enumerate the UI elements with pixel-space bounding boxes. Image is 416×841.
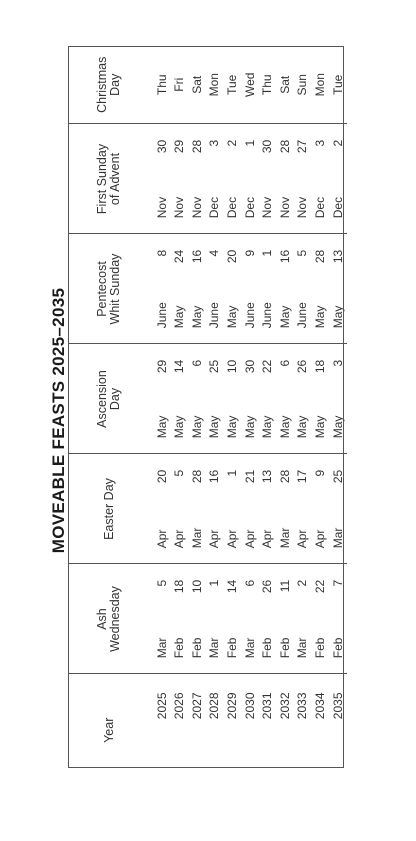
header-first-sunday-advent	[68, 124, 150, 234]
easter-cell	[206, 454, 224, 564]
christmas-weekday-cell: Sat	[189, 75, 204, 94]
header-ascension-line-1: Ascension	[95, 370, 109, 428]
pentecost-month: May	[330, 305, 345, 329]
pentecost-day: 20	[225, 249, 240, 264]
christmas-weekday-cell: Fri	[172, 77, 187, 92]
ash-cell	[206, 564, 224, 674]
ascension-cell	[312, 344, 330, 454]
easter-month: Apr	[172, 529, 187, 549]
year-cell: 2027	[189, 674, 207, 768]
christmas-weekday-cell: Sat	[277, 75, 292, 94]
header-pentecost-line-1: Pentecost	[95, 261, 109, 317]
christmas-weekday-cell: Thu	[260, 74, 275, 96]
easter-month: Apr	[313, 529, 328, 549]
pentecost-cell	[224, 234, 242, 344]
ascension-month: May	[313, 415, 328, 439]
table-body	[150, 46, 347, 768]
christmas-weekday-cell: Mon	[313, 73, 328, 97]
ash-month: Mar	[155, 637, 169, 659]
pentecost-month: May	[189, 305, 204, 329]
pentecost-cell	[329, 234, 347, 344]
ascension-cell	[206, 344, 224, 454]
table-row	[189, 46, 207, 768]
moveable-feasts-table	[68, 46, 347, 768]
year-cell: 2026	[171, 674, 189, 768]
pentecost-month: May	[225, 305, 240, 329]
pentecost-day: 13	[330, 249, 345, 264]
ascension-day: 18	[313, 359, 328, 374]
ascension-cell	[150, 344, 171, 454]
advent-month: Dec	[242, 196, 257, 219]
table-row	[329, 46, 347, 768]
ash-day: 11	[277, 579, 292, 593]
header-ascension-day	[68, 344, 150, 454]
easter-day: 5	[172, 469, 187, 477]
ascension-month: May	[260, 415, 275, 439]
christmas-weekday-cell: Tue	[225, 74, 240, 95]
advent-month: Nov	[295, 196, 310, 219]
ascension-month: May	[277, 415, 292, 439]
ash-month: Feb	[330, 637, 345, 659]
advent-cell	[171, 124, 189, 234]
advent-day: 28	[277, 139, 292, 154]
easter-cell	[241, 454, 259, 564]
ash-day: 7	[330, 579, 345, 587]
header-easter-day	[68, 454, 150, 564]
advent-day: 2	[330, 139, 345, 147]
ascension-cell	[189, 344, 207, 454]
ascension-cell	[171, 344, 189, 454]
easter-day: 13	[260, 469, 275, 484]
advent-day: 29	[172, 139, 187, 154]
easter-day: 16	[207, 469, 222, 484]
ascension-month: May	[295, 415, 310, 439]
pentecost-month: June	[207, 302, 222, 329]
easter-day: 25	[330, 469, 345, 484]
year-cell: 2033	[294, 674, 312, 768]
christmas-weekday-cell: Wed	[242, 72, 257, 97]
easter-month: Mar	[189, 527, 204, 549]
easter-day: 20	[155, 469, 169, 484]
pentecost-day: 28	[313, 249, 328, 264]
ash-day: 2	[295, 579, 310, 587]
header-pentecost-line-2: Whit Sunday	[108, 253, 122, 325]
advent-month: Nov	[189, 196, 204, 219]
ascension-month: May	[207, 415, 222, 439]
ash-month: Feb	[189, 637, 204, 659]
advent-cell	[277, 124, 295, 234]
advent-cell	[206, 124, 224, 234]
table-row	[150, 46, 171, 768]
year-cell: 2032	[277, 674, 295, 768]
christmas-weekday-cell: Mon	[207, 73, 222, 97]
ascension-month: May	[225, 415, 240, 439]
advent-cell	[224, 124, 242, 234]
year-cell: 2035	[329, 674, 347, 768]
pentecost-day: 1	[260, 249, 275, 257]
advent-month: Nov	[260, 196, 275, 219]
advent-month: Dec	[207, 196, 222, 219]
ascension-day: 22	[260, 359, 275, 374]
header-easter-line: Easter Day	[101, 478, 116, 540]
ascension-day: 10	[225, 359, 240, 374]
advent-day: 27	[295, 139, 310, 154]
table-row	[206, 46, 224, 768]
ascension-day: 6	[277, 359, 292, 367]
ash-cell	[277, 564, 295, 674]
year-cell: 2028	[206, 674, 224, 768]
header-advent-line-2: of Advent	[108, 152, 122, 206]
easter-day: 9	[313, 469, 328, 477]
advent-month: Dec	[330, 196, 345, 219]
pentecost-month: June	[295, 302, 310, 329]
pentecost-month: May	[313, 305, 328, 329]
ash-cell	[189, 564, 207, 674]
ascension-cell	[277, 344, 295, 454]
ash-day: 18	[172, 579, 187, 594]
easter-cell	[329, 454, 347, 564]
pentecost-month: May	[277, 305, 292, 329]
advent-day: 30	[155, 139, 169, 154]
advent-day: 28	[189, 139, 204, 154]
advent-cell	[294, 124, 312, 234]
christmas-weekday-cell: Tue	[330, 74, 345, 95]
ash-cell	[241, 564, 259, 674]
easter-cell	[312, 454, 330, 564]
advent-cell	[150, 124, 171, 234]
year-cell: 2029	[224, 674, 242, 768]
pentecost-day: 24	[172, 249, 187, 264]
ascension-cell	[294, 344, 312, 454]
header-pentecost	[68, 234, 150, 344]
ascension-month: May	[155, 415, 169, 439]
pentecost-cell	[259, 234, 277, 344]
ash-day: 1	[207, 579, 222, 587]
header-christmas-day	[68, 46, 150, 124]
ascension-cell	[241, 344, 259, 454]
advent-month: Nov	[172, 196, 187, 219]
pentecost-cell	[312, 234, 330, 344]
advent-cell	[189, 124, 207, 234]
ash-month: Mar	[295, 637, 310, 659]
table-row	[294, 46, 312, 768]
easter-month: Apr	[242, 529, 257, 549]
year-cell: 2031	[259, 674, 277, 768]
advent-month: Dec	[225, 196, 240, 219]
ash-cell	[294, 564, 312, 674]
ash-day: 14	[225, 579, 240, 594]
pentecost-cell	[171, 234, 189, 344]
ash-month: Feb	[313, 637, 328, 659]
year-cell: 2030	[241, 674, 259, 768]
advent-cell	[312, 124, 330, 234]
header-ash-line-2: Wednesday	[108, 586, 122, 652]
ash-day: 6	[242, 579, 257, 587]
advent-month: Nov	[277, 196, 292, 219]
easter-month: Apr	[155, 529, 169, 549]
ash-cell	[224, 564, 242, 674]
pentecost-day: 16	[189, 249, 204, 264]
header-year	[68, 674, 150, 768]
ascension-day: 25	[207, 359, 222, 374]
ash-day: 10	[189, 579, 204, 594]
pentecost-month: May	[172, 305, 187, 329]
easter-day: 28	[277, 469, 292, 484]
advent-day: 1	[242, 139, 257, 147]
ash-month: Mar	[207, 637, 222, 659]
ash-month: Feb	[225, 637, 240, 659]
easter-cell	[171, 454, 189, 564]
table-row	[224, 46, 242, 768]
advent-day: 2	[225, 139, 240, 147]
advent-day: 30	[260, 139, 275, 154]
advent-month: Nov	[155, 196, 169, 219]
header-ascension-line-2: Day	[108, 387, 122, 411]
ash-month: Feb	[277, 637, 292, 659]
easter-cell	[150, 454, 171, 564]
pentecost-cell	[206, 234, 224, 344]
pentecost-day: 16	[277, 249, 292, 264]
header-advent-line-1: First Sunday	[95, 143, 109, 215]
table-row	[259, 46, 277, 768]
ascension-day: 30	[242, 359, 257, 374]
advent-day: 3	[313, 139, 328, 147]
easter-day: 28	[189, 469, 204, 484]
year-cell: 2025	[150, 674, 171, 768]
easter-month: Apr	[225, 529, 240, 549]
table-row	[171, 46, 189, 768]
ash-month: Feb	[172, 637, 187, 659]
pentecost-cell	[189, 234, 207, 344]
pentecost-month: June	[155, 302, 169, 329]
ascension-month: May	[330, 415, 345, 439]
ascension-cell	[259, 344, 277, 454]
easter-day: 17	[295, 469, 310, 484]
ash-cell	[259, 564, 277, 674]
pentecost-month: June	[242, 302, 257, 329]
ash-cell	[312, 564, 330, 674]
easter-cell	[189, 454, 207, 564]
advent-month: Dec	[313, 196, 328, 219]
ascension-day: 29	[155, 359, 169, 374]
christmas-weekday-cell: Thu	[155, 74, 169, 96]
advent-cell	[241, 124, 259, 234]
ascension-cell	[329, 344, 347, 454]
header-year-line: Year	[101, 717, 116, 743]
page-title: MOVEABLE FEASTS 2025–2035	[49, 287, 68, 554]
advent-cell	[259, 124, 277, 234]
table-row	[312, 46, 330, 768]
easter-month: Apr	[260, 529, 275, 549]
ash-cell	[329, 564, 347, 674]
ascension-month: May	[242, 415, 257, 439]
header-christmas-line-2: Day	[108, 73, 122, 96]
ash-day: 26	[260, 579, 275, 594]
easter-cell	[259, 454, 277, 564]
header-ash-wednesday	[68, 564, 150, 674]
ash-month: Mar	[242, 637, 257, 659]
advent-day: 3	[207, 139, 222, 147]
pentecost-month: June	[260, 302, 275, 329]
header-ash-line-1: Ash	[95, 608, 109, 630]
ascension-cell	[224, 344, 242, 454]
ascension-day: 3	[330, 359, 345, 367]
easter-day: 1	[225, 469, 240, 477]
ash-cell	[150, 564, 171, 674]
header-christmas-line-1: Christmas	[95, 56, 109, 113]
ascension-day: 14	[172, 359, 187, 374]
ascension-day: 26	[295, 359, 310, 374]
easter-cell	[294, 454, 312, 564]
advent-cell	[329, 124, 347, 234]
pentecost-cell	[294, 234, 312, 344]
christmas-weekday-cell: Sun	[295, 74, 310, 96]
table-row	[277, 46, 295, 768]
table-row	[241, 46, 259, 768]
pentecost-day: 9	[242, 249, 257, 257]
pentecost-day: 4	[207, 249, 222, 257]
table-header-row	[68, 46, 150, 768]
easter-day: 21	[242, 469, 257, 484]
ascension-day: 6	[189, 359, 204, 367]
ash-day: 22	[313, 579, 328, 594]
pentecost-cell	[241, 234, 259, 344]
ash-month: Feb	[260, 637, 275, 659]
pentecost-cell	[150, 234, 171, 344]
easter-month: Mar	[330, 527, 345, 549]
easter-month: Mar	[277, 527, 292, 549]
year-cell: 2034	[312, 674, 330, 768]
easter-cell	[224, 454, 242, 564]
pentecost-day: 8	[155, 249, 169, 257]
ascension-month: May	[189, 415, 204, 439]
ascension-month: May	[172, 415, 187, 439]
pentecost-day: 5	[295, 249, 310, 257]
ash-cell	[171, 564, 189, 674]
ash-day: 5	[155, 579, 169, 587]
easter-cell	[277, 454, 295, 564]
easter-month: Apr	[295, 529, 310, 549]
pentecost-cell	[277, 234, 295, 344]
easter-month: Apr	[207, 529, 222, 549]
